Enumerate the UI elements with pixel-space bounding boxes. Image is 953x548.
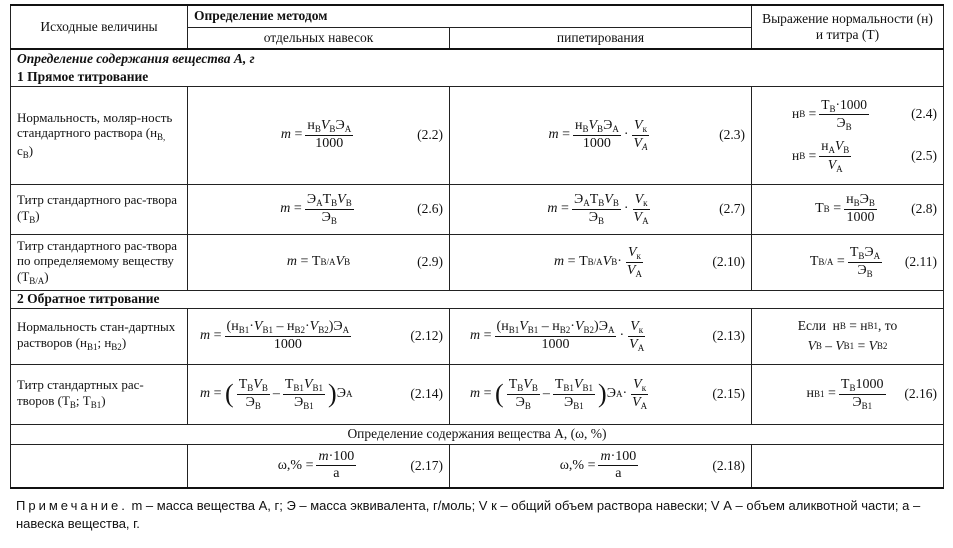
header-pipetting: пипетирования: [450, 27, 752, 49]
formula-2-6: m = $\frac{Э_АТ_ВV_В}{Э_В}$ (2.6): [188, 184, 450, 234]
formula-2-2: m = $\frac{н_ВV_ВЭ_А}{1000}$ (2.2): [188, 86, 450, 184]
row-label-titer-by-analyte: Титр стандартного рас-твора по определяемому веществу $(Т_{В/А})$: [11, 234, 188, 290]
formula-2-16: н В1 = $\frac{Т_В1000}{Э_{В1}}$ (2.16): [752, 364, 944, 424]
formula-2-18: ω,% = $\frac{m\cdot 100}{а}$ (2.18): [450, 444, 752, 488]
formula-2-12: m = $\frac{(н_{В1}\cdot V_{В1} - н_{В2}\cdot V_{В2})Э_А}{1000}$ (2.12): [188, 308, 450, 364]
row-label-standard-titers: Титр стандартных рас-творов ($Т_В$; $Т_{В1}$): [11, 364, 188, 424]
eq-number: (2.16): [904, 386, 937, 402]
eq-number: (2.2): [417, 127, 443, 143]
formula-2-13: m = $\frac{(н_{В1}V_{В1} - н_{В2}\cdot V_{В2})Э_А}{1000}$ · $\frac{V_к}{V_А}$ (2.13): [450, 308, 752, 364]
formula-2-15: m = ( $\frac{Т_ВV_В}{Э_В}$ – $\frac{Т_{В1}V_{В1}}{Э_{В1}}$ ) Э А · $\frac{V_к}{V_А}$ (2.15): [450, 364, 752, 424]
header-separate-portions: отдельных навесок: [188, 27, 450, 49]
footnote-text: m – масса вещества А, г; Э – масса эквивалента, г/моль; V к – общий объем раствора навески; V А – объем аликвотной части; а – навеска вещества, г.: [16, 498, 921, 531]
eq-number: (2.3): [719, 127, 745, 143]
eq-number: (2.6): [417, 201, 443, 217]
formula-2-7: m = $\frac{Э_АТ_ВV_В}{Э_В}$ · $\frac{V_к}{V_А}$ (2.7): [450, 184, 752, 234]
formula-2-17: ω,% = $\frac{m\cdot 100}{а}$ (2.17): [188, 444, 450, 488]
header-method: Определение методом: [188, 5, 752, 27]
formula-2-11: Т В/А = $\frac{Т_ВЭ_А}{Э_В}$ (2.11): [752, 234, 944, 290]
formula-2-10: m = Т В/А V В · $\frac{V_к}{V_А}$ (2.10): [450, 234, 752, 290]
section-direct-titration: 1 Прямое титрование: [11, 68, 944, 86]
eq-number: (2.8): [911, 201, 937, 217]
header-expression: Выражение нормальности (н) и титра (Т): [752, 5, 944, 49]
eq-number: (2.13): [712, 328, 745, 344]
section-back-titration: 2 Обратное титрование: [11, 290, 944, 308]
formula-2-8: Т В = $\frac{н_ВЭ_В}{1000}$ (2.8): [752, 184, 944, 234]
row-label-empty: [11, 444, 188, 488]
footnote: [16, 497, 941, 533]
cell-empty: [752, 444, 944, 488]
footnote-label: Примечание.: [16, 498, 128, 513]
eq-number: (2.7): [719, 201, 745, 217]
section-substance-content: Определение содержания вещества А, г: [11, 49, 944, 68]
eq-number: (2.18): [712, 457, 745, 473]
formula-2-4-2-5: н В = $\frac{Т_В\cdot 1000}{Э_В}$ (2.4) н В = $\frac{н_АV_В}{V_А}$ (2.5): [752, 86, 944, 184]
eq-number: (2.15): [712, 386, 745, 402]
section-omega: Определение содержания вещества А, (ω, %): [11, 424, 944, 444]
eq-number: (2.9): [417, 254, 443, 270]
formula-2-9: m = Т В/А V В (2.9): [188, 234, 450, 290]
row-label-standard-normality: Нормальность стан-дартных растворов ($н_{В1}$; $н_{В2}$): [11, 308, 188, 364]
eq-number: (2.11): [904, 254, 937, 270]
eq-number: (2.12): [410, 328, 443, 344]
formula-2-14: m = ( $\frac{Т_ВV_В}{Э_В}$ – $\frac{Т_{В1}V_{В1}}{Э_{В1}}$ ) Э А (2.14): [188, 364, 450, 424]
row-label-titer: Титр стандартного рас-твора $(Т_В)$: [11, 184, 188, 234]
formula-condition: Если н В = н В1 , то V В – V В1 = V В2: [752, 308, 944, 364]
formula-2-3: m = $\frac{н_ВV_ВЭ_А}{1000}$ · $\frac{V_к}{V_А}$ (2.3): [450, 86, 752, 184]
eq-number: (2.4): [911, 106, 937, 122]
header-source-values: Исходные величины: [11, 5, 188, 49]
eq-number: (2.5): [911, 147, 937, 163]
eq-number: (2.17): [410, 457, 443, 473]
eq-number: (2.10): [712, 254, 745, 270]
eq-number: (2.14): [410, 386, 443, 402]
row-label-normality: Нормальность, моляр-ность стандартного раствора ($н_{В,}$ $с_В$): [11, 86, 188, 184]
formula-table: [10, 4, 944, 489]
